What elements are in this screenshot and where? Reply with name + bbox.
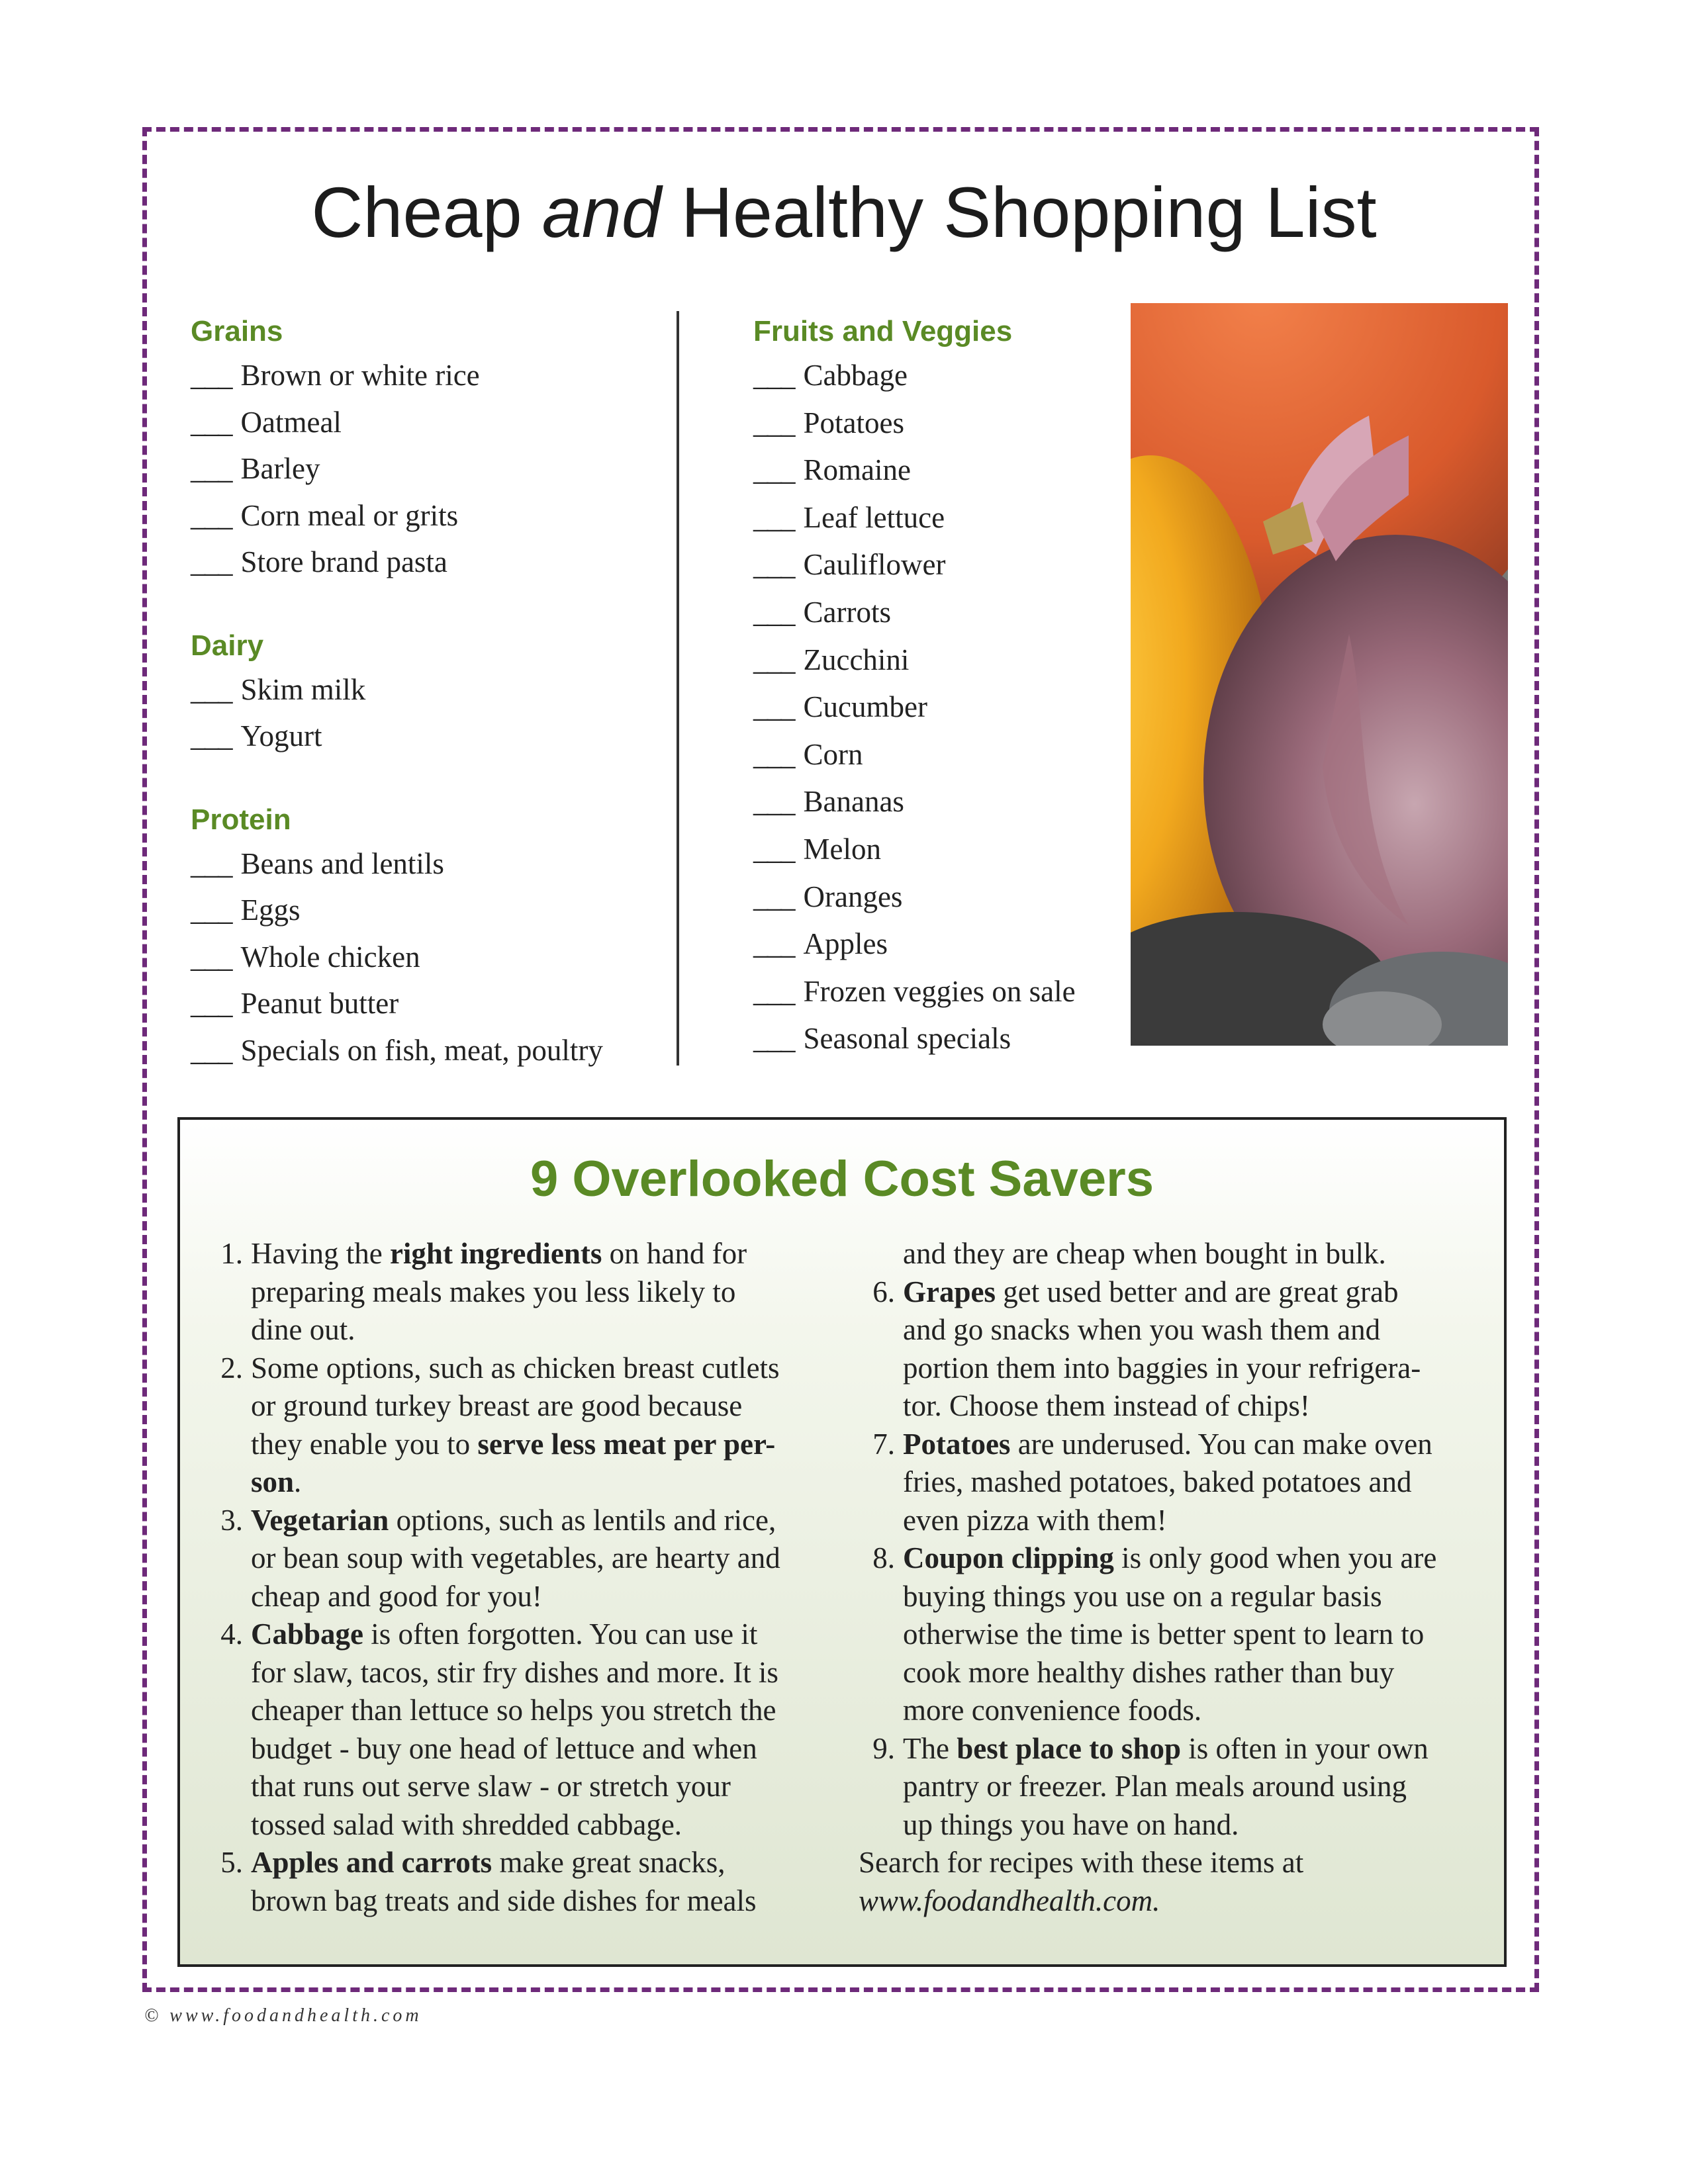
list-item[interactable]: ___ Frozen veggies on sale — [753, 974, 1076, 1008]
tip-item: 1. Having the right ingredients on hand for preparing meals makes you less likely to dine out. — [220, 1237, 747, 1346]
list-item[interactable]: ___ Cauliflower — [753, 548, 946, 582]
tip-item: 3. Vegetarian options, such as lentils and rice, or bean soup with vegetables, are hearty and cheap and good for you! — [220, 1503, 780, 1613]
tip-continuation: and they are cheap when bought in bulk. — [903, 1237, 1386, 1270]
tips-left-column — [207, 1235, 822, 1920]
dairy-heading: Dairy — [191, 629, 264, 662]
search-note: Search for recipes with these items at www.foodandhealth.com. — [859, 1846, 1304, 1917]
tip-item: 9. The best place to shop is often in your own pantry or freezer. Plan meals around using up things you have on hand. — [872, 1731, 1429, 1841]
left-column — [191, 311, 667, 1073]
list-item[interactable]: ___ Cabbage — [753, 359, 908, 392]
list-item[interactable]: ___ Melon — [753, 832, 881, 866]
fruits-column — [753, 311, 1137, 1063]
list-item[interactable]: ___ Whole chicken — [191, 940, 420, 974]
tips-right-column — [859, 1235, 1481, 1920]
list-item[interactable]: ___ Eggs — [191, 893, 301, 927]
copyright-footer: © www.foodandhealth.com — [144, 2005, 422, 2026]
list-item[interactable]: ___ Potatoes — [753, 406, 904, 439]
list-item[interactable]: ___ Brown or white rice — [191, 359, 480, 392]
list-item[interactable]: ___ Corn meal or grits — [191, 498, 459, 532]
list-item[interactable]: ___ Corn — [753, 737, 863, 771]
tip-item: 5. Apples and carrots make great snacks, brown bag treats and side dishes for meals — [220, 1846, 757, 1917]
cost-savers-heading: 9 Overlooked Cost Savers — [530, 1151, 1154, 1207]
website-link[interactable]: www.foodandhealth.com. — [859, 1884, 1160, 1917]
list-item[interactable]: ___ Specials on fish, meat, poultry — [191, 1033, 603, 1067]
list-item[interactable]: ___ Bananas — [753, 785, 904, 819]
list-item[interactable]: ___ Beans and lentils — [191, 846, 444, 880]
tip-item: 7. Potatoes are underused. You can make oven fries, mashed potatoes, baked potatoes and even pizza with them! — [872, 1427, 1432, 1537]
list-item[interactable]: ___ Apples — [753, 927, 888, 961]
list-item[interactable]: ___ Oranges — [753, 880, 903, 913]
fruits-heading: Fruits and Veggies — [753, 315, 1013, 347]
tip-item: 4. Cabbage is often forgotten. You can use it for slaw, tacos, stir fry dishes and more. It is cheaper than lettuce so helps you stretch the budget - buy one head of lettuce and when that runs out serve slaw - or stretch your tossed salad with shredded cabbage. — [220, 1617, 778, 1841]
tip-item: 6. Grapes get used better and are great grab and go snacks when you wash them and portion them into baggies in your refrigera- tor. Choose them instead of chips! — [872, 1275, 1421, 1422]
grains-heading: Grains — [191, 315, 283, 347]
list-item[interactable]: ___ Skim milk — [191, 672, 366, 706]
protein-heading: Protein — [191, 803, 291, 836]
list-item[interactable]: ___ Oatmeal — [191, 405, 342, 439]
list-item[interactable]: ___ Leaf lettuce — [753, 500, 945, 534]
list-item[interactable]: ___ Zucchini — [753, 643, 910, 676]
tip-item: 2. Some options, such as chicken breast cutlets or ground turkey breast are good because they enable you to serve less meat per per- son. — [220, 1351, 780, 1498]
page-title: Cheap and Healthy Shopping List — [311, 172, 1377, 252]
cost-savers-box — [177, 1117, 1507, 1967]
list-item[interactable]: ___ Cucumber — [753, 690, 927, 724]
list-item[interactable]: ___ Yogurt — [191, 719, 322, 752]
column-divider — [677, 311, 679, 1066]
list-item[interactable]: ___ Store brand pasta — [191, 545, 447, 578]
tip-item: 8. Coupon clipping is only good when you are buying things you use on a regular basis otherwise the time is better spent to learn to cook more healthy dishes rather than buy more convenience foods. — [872, 1541, 1437, 1727]
list-item[interactable]: ___ Barley — [191, 452, 320, 485]
list-item[interactable]: ___ Peanut butter — [191, 987, 399, 1020]
list-item[interactable]: ___ Romaine — [753, 453, 911, 487]
vegetable-photo — [1131, 303, 1508, 1046]
list-item[interactable]: ___ Carrots — [753, 595, 891, 629]
list-item[interactable]: ___ Seasonal specials — [753, 1022, 1011, 1056]
